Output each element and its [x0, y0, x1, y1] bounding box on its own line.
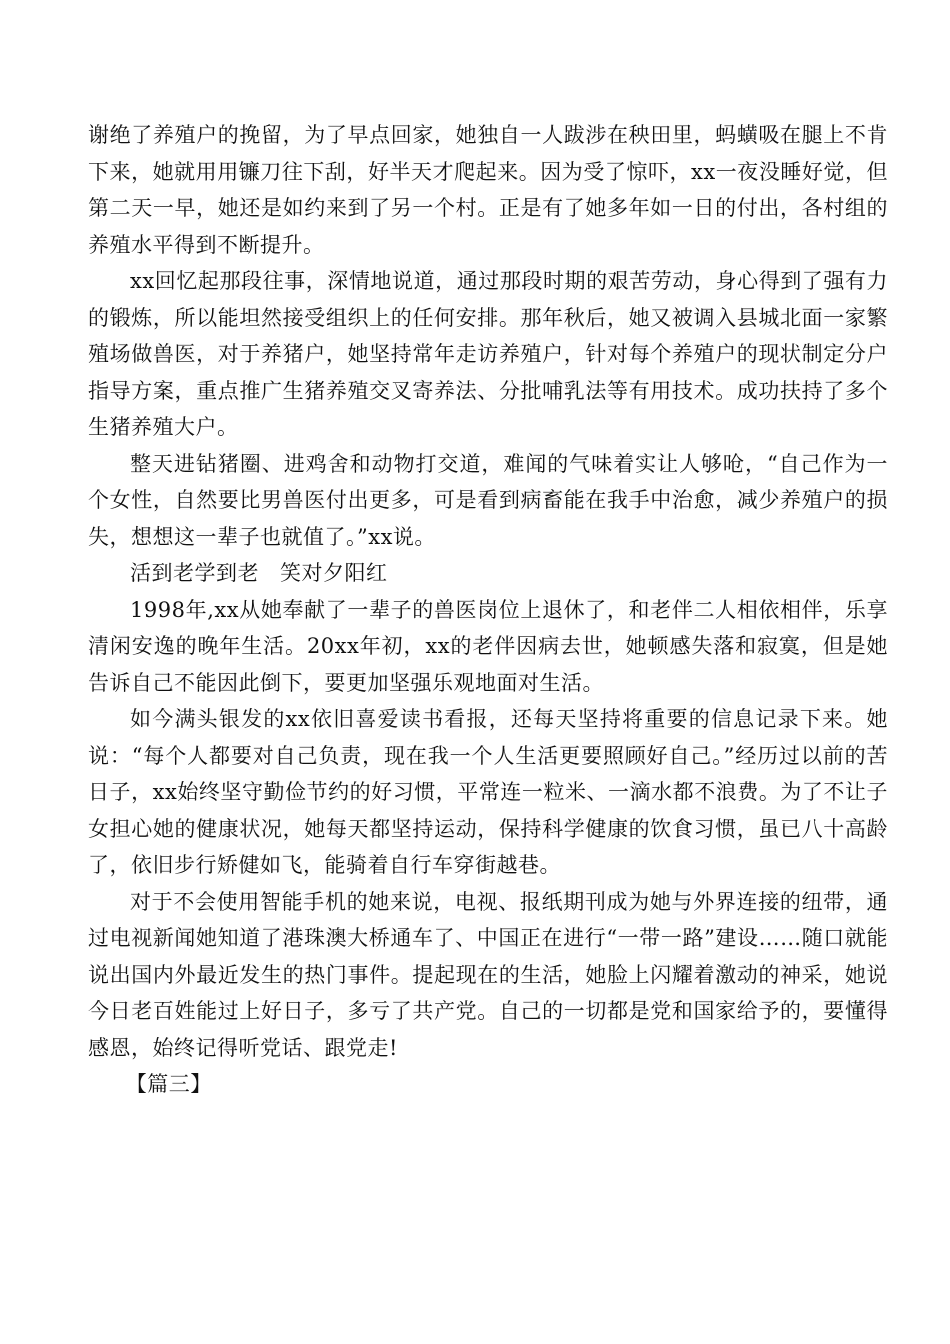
- section-heading-part1: 活到老学到老: [130, 561, 259, 585]
- document-page: [88, 117, 888, 1103]
- paragraph-continuation: 谢绝了养殖户的挽留，为了早点回家，她独自一人跋涉在秧田里，蚂蟥吸在腿上不肯下来，她就用用镰刀往下刮，好半天才爬起来。因为受了惊吓，xx一夜没睡好觉，但第二天一早，她还是如约来到了另一个村。正是有了她多年如一日的付出，各村组的养殖水平得到不断提升。: [88, 123, 888, 257]
- section-heading-part2: 笑对夕阳红: [280, 561, 388, 585]
- paragraph-recollection: xx回忆起那段往事，深情地说道，通过那段时期的艰苦劳动，身心得到了强有力的锻炼，所以能坦然接受组织上的任何安排。那年秋后，她又被调入县城北面一家繁殖场做兽医，对于养猪户，她坚持常年走访养殖户，针对每个养殖户的现状制定分户指导方案，重点推广生猪养殖交叉寄养法、分批哺乳法等有用技术。成功扶持了多个生猪养殖大户。: [88, 269, 888, 439]
- section-heading: [88, 555, 888, 592]
- paragraph-retirement: 1998年,xx从她奉献了一辈子的兽医岗位上退休了，和老伴二人相依相伴，乐享清闲安逸的晚年生活。20xx年初，xx的老伴因病去世，她顿感失落和寂寞，但是她告诉自己不能因此倒下，要更加坚强乐观地面对生活。: [88, 597, 888, 695]
- paragraph-quote: 整天进钻猪圈、进鸡舍和动物打交道，难闻的气味着实让人够呛，“自己作为一个女性，自然要比男兽医付出更多，可是看到病畜能在我手中治愈，减少养殖户的损失，想想这一辈子也就值了。”xx说。: [88, 451, 888, 549]
- paragraph-news: 对于不会使用智能手机的她来说，电视、报纸期刊成为她与外界连接的纽带，通过电视新闻她知道了港珠澳大桥通车了、中国正在进行“一带一路”建设……随口就能说出国内外最近发生的热门事件。提起现在的生活，她脸上闪耀着激动的神采，她说今日老百姓能过上好日子，多亏了共产党。自己的一切都是党和国家给予的，要懂得感恩，始终记得听党话、跟党走!: [88, 889, 888, 1060]
- paragraph-daily-life: 如今满头银发的xx依旧喜爱读书看报，还每天坚持将重要的信息记录下来。她说：“每个人都要对自己负责，现在我一个人生活更要照顾好自己。”经历过以前的苦日子，xx始终坚守勤俭节约的好习惯，平常连一粒米、一滴水都不浪费。为了不让子女担心她的健康状况，她每天都坚持运动，保持科学健康的饮食习惯，虽已八十高龄了，依旧步行矫健如飞，能骑着自行车穿街越巷。: [88, 707, 888, 877]
- section-label: 【篇三】: [125, 1072, 212, 1096]
